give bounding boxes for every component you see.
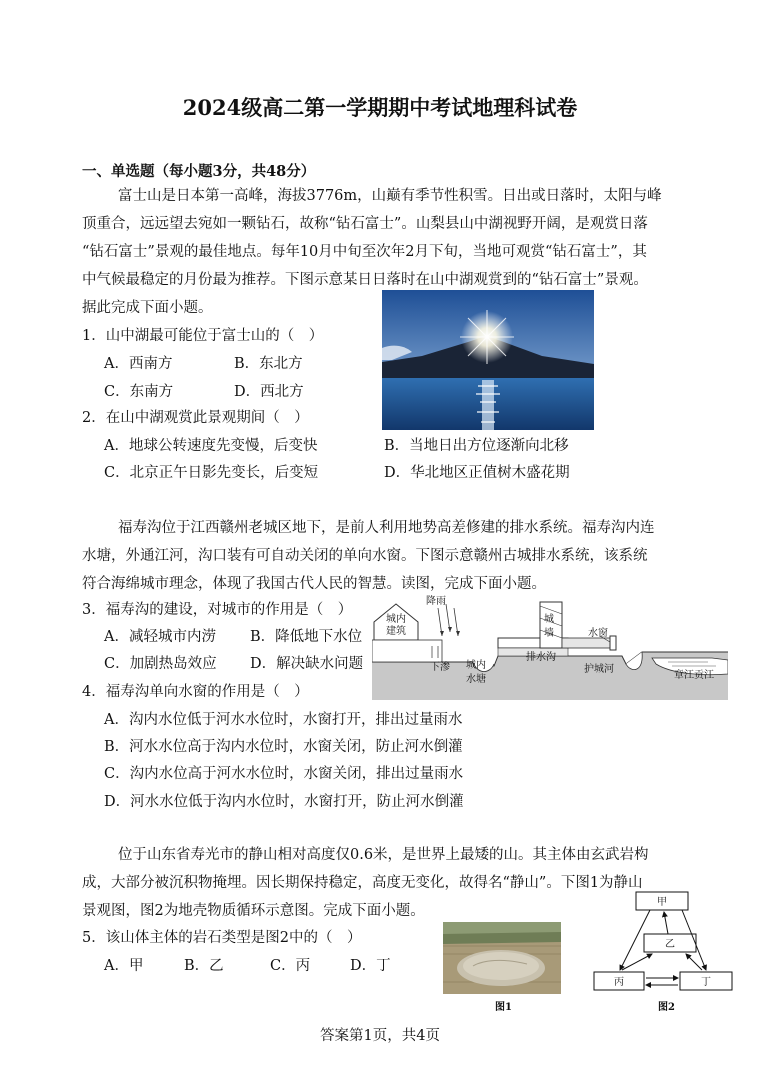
cycle-node-mid: 乙 [665, 939, 675, 950]
page-footer: 答案第1页，共4页 [320, 1028, 440, 1044]
section-heading: 一、单选题（每小题3分，共48分） [82, 163, 316, 180]
q1-option-d[interactable]: D．西北方 [234, 384, 304, 400]
page-title: 2024级高二第一学期期中考试地理科试卷 [182, 95, 578, 120]
jingshan-photo [443, 922, 561, 994]
passage3-line: 位于山东省寿光市的静山相对高度仅0.6米，是世界上最矮的山。其主体由玄武岩构 [118, 847, 649, 863]
q1-option-c[interactable]: C．东南方 [104, 384, 174, 400]
passage1-line: 富士山是日本第一高峰，海拔3776m，山巅有季节性积雪。日出或日落时，太阳与峰 [118, 188, 662, 204]
passage1-line: 据此完成下面小题。 [82, 300, 213, 316]
moat-label: 护城河 [584, 664, 614, 675]
q4-option-a[interactable]: A．沟内水位低于河水水位时，水窗打开，排出过量雨水 [104, 712, 463, 728]
passage3-line: 景观图，图2为地壳物质循环示意图。完成下面小题。 [82, 903, 425, 919]
q3-option-b[interactable]: B．降低地下水位 [250, 629, 363, 645]
passage1-line: 顶重合，远远望去宛如一颗钻石，故称“钻石富士”。山梨县山中湖视野开阔，是观赏日落 [82, 216, 648, 232]
q5-option-a[interactable]: A．甲 [104, 958, 144, 974]
q3-option-c[interactable]: C．加剧热岛效应 [104, 656, 217, 672]
passage1-line: 中气候最稳定的月份最为推荐。下图示意某日日落时在山中湖观赏到的“钻石富士”景观。 [82, 272, 648, 288]
q4-option-b[interactable]: B．河水水位高于沟内水位时，水窗关闭，防止河水倒灌 [104, 739, 463, 755]
wall-label: 墙 [544, 628, 554, 639]
q4-option-c[interactable]: C．沟内水位高于河水水位时，水窗关闭，排出过量雨水 [104, 766, 464, 782]
passage2-line: 符合海绵城市理念，体现了我国古代人民的智慧。读图，完成下面小题。 [82, 576, 546, 592]
q3-option-d[interactable]: D．解决缺水问题 [250, 656, 364, 672]
window-label: 水窗 [588, 628, 608, 639]
fig2-caption: 图2 [658, 1002, 675, 1013]
seep-label: 下渗 [430, 662, 450, 673]
q3-option-a[interactable]: A．减轻城市内涝 [104, 629, 216, 645]
diamond-fuji-photo [382, 290, 594, 430]
pond-label: 水塘 [466, 674, 486, 685]
building-label: 建筑 [386, 626, 406, 637]
q2-option-a[interactable]: A．地球公转速度先变慢，后变快 [104, 438, 318, 454]
building-label: 城内 [386, 614, 406, 625]
fig1-caption: 图1 [495, 1002, 512, 1013]
passage2-line: 福寿沟位于江西赣州老城区地下，是前人利用地势高差修建的排水系统。福寿沟内连 [118, 520, 655, 536]
q2-option-b[interactable]: B．当地日出方位逐渐向北移 [384, 438, 569, 454]
q5-option-c[interactable]: C．丙 [270, 958, 311, 974]
cycle-node-right: 丁 [701, 977, 711, 988]
question-5: 5．该山体主体的岩石类型是图2中的（ ） [82, 930, 362, 946]
q4-option-d[interactable]: D．河水水位低于沟内水位时，水窗打开，防止河水倒灌 [104, 794, 464, 810]
q5-option-b[interactable]: B．乙 [184, 958, 224, 974]
question-4: 4．福寿沟单向水窗的作用是（ ） [82, 684, 309, 700]
question-2: 2．在山中湖观赏此景观期间（ ） [82, 410, 309, 426]
q5-option-d[interactable]: D．丁 [350, 958, 391, 974]
q2-option-d[interactable]: D．华北地区正值树木盛花期 [384, 465, 570, 481]
river-label: 章江贡江 [674, 670, 714, 681]
passage2-line: 水塘，外通江河，沟口装有可自动关闭的单向水窗。下图示意赣州古城排水系统，该系统 [82, 548, 648, 564]
passage1-line: “钻石富士”景观的最佳地点。每年10月中旬至次年2月下旬，当地可观赏“钻石富士”，其 [82, 244, 647, 260]
wall-label: 城 [544, 614, 554, 625]
drainage-system-diagram [372, 592, 728, 700]
rain-label: 降雨 [426, 596, 446, 607]
question-1: 1．山中湖最可能位于富士山的（ ） [82, 328, 324, 344]
cycle-node-left: 丙 [614, 977, 624, 988]
q1-option-a[interactable]: A．西南方 [104, 356, 173, 372]
question-3: 3．福寿沟的建设，对城市的作用是（ ） [82, 602, 353, 618]
cycle-node-top: 甲 [657, 897, 667, 908]
pond-label: 城内 [466, 660, 486, 671]
rock-cycle-diagram [590, 890, 750, 996]
q1-option-b[interactable]: B．东北方 [234, 356, 303, 372]
passage3-line: 成，大部分被沉积物掩埋。因长期保持稳定，高度无变化，故得名“静山”。下图1为静山 [82, 875, 643, 891]
q2-option-c[interactable]: C．北京正午日影先变长，后变短 [104, 465, 319, 481]
ditch-label: 排水沟 [526, 652, 556, 663]
